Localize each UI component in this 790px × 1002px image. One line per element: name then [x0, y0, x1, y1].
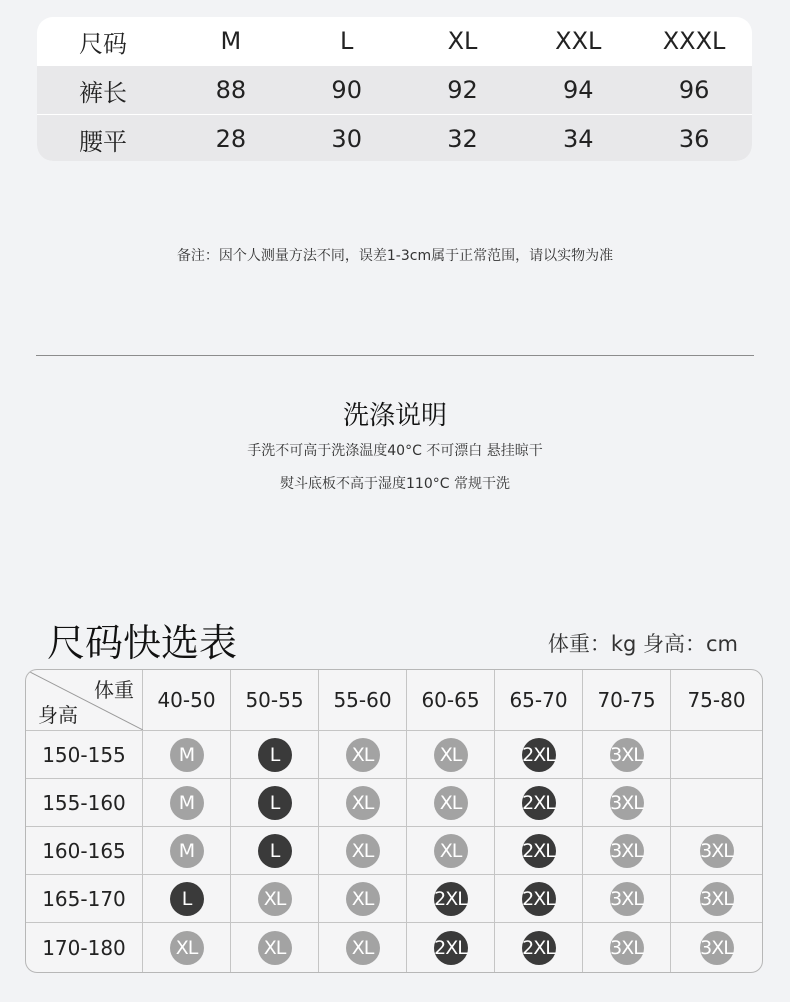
unit-label: 体重：kg 身高：cm	[547, 632, 738, 656]
size-header-row	[37, 17, 752, 65]
size-cell	[143, 827, 231, 875]
height-range-label: 160-165	[26, 827, 143, 875]
waist-value: 36	[678, 125, 710, 153]
size-cell	[495, 827, 583, 875]
size-cell	[583, 731, 671, 779]
weight-header: 60-65	[407, 670, 495, 730]
pants-length-row	[37, 65, 752, 114]
size-badge: M	[170, 738, 204, 772]
size-cell	[583, 827, 671, 875]
pants-length-value: 92	[447, 76, 478, 104]
waist-row	[37, 114, 752, 161]
size-badge: XL	[434, 738, 468, 772]
size-cell	[231, 875, 319, 923]
size-badge: 3XL	[700, 834, 734, 868]
size-cell	[495, 923, 583, 973]
weight-header: 75-80	[687, 688, 746, 712]
size-l: L	[340, 27, 354, 55]
size-table	[37, 17, 752, 161]
grid-row	[26, 922, 762, 973]
size-cell	[231, 827, 319, 875]
size-badge: 3XL	[610, 834, 644, 868]
size-cell	[319, 923, 407, 973]
wash-instruction-2: 熨斗底板不高于湿度110°C 常规干洗	[280, 476, 510, 492]
grid-corner	[26, 670, 143, 730]
size-badge: XL	[346, 738, 380, 772]
size-badge: 3XL	[610, 882, 644, 916]
size-badge: XL	[258, 882, 292, 916]
size-badge: 2XL	[522, 882, 556, 916]
size-cell	[143, 779, 231, 827]
pants-length-value: 94	[563, 76, 594, 104]
size-badge: 3XL	[610, 931, 644, 965]
size-cell	[319, 731, 407, 779]
waist-label: 腰平	[79, 127, 127, 156]
size-cell	[319, 827, 407, 875]
size-cell	[495, 779, 583, 827]
size-cell	[671, 779, 762, 827]
grid-row	[26, 826, 762, 875]
size-cell	[319, 875, 407, 923]
size-header-label: 尺码	[79, 29, 127, 58]
weight-header: 55-60	[319, 670, 407, 730]
size-cell	[407, 731, 495, 779]
size-badge: XL	[434, 786, 468, 820]
size-badge: 2XL	[522, 786, 556, 820]
size-cell	[231, 923, 319, 973]
size-cell	[319, 779, 407, 827]
quick-select-title: 尺码快选表	[47, 621, 238, 665]
size-cell	[671, 923, 762, 973]
height-range-label: 155-160	[26, 779, 143, 827]
size-cell	[583, 875, 671, 923]
size-cell	[671, 731, 762, 779]
pants-length-value: 96	[678, 76, 710, 104]
size-badge: 2XL	[522, 834, 556, 868]
corner-weight-label: 体重	[94, 678, 134, 702]
height-range-label: 150-155	[26, 731, 143, 779]
size-cell	[143, 923, 231, 973]
height-range-label: 165-170	[26, 875, 143, 923]
size-xxxl: XXXL	[662, 27, 726, 55]
grid-row	[26, 874, 762, 923]
weight-header: 70-75	[583, 670, 671, 730]
size-cell	[671, 827, 762, 875]
size-cell	[583, 779, 671, 827]
wash-title: 洗涤说明	[342, 401, 447, 431]
wash-instruction-1: 手洗不可高于洗涤温度40°C 不可漂白 悬挂晾干	[247, 443, 543, 459]
size-badge: 3XL	[610, 738, 644, 772]
waist-value: 28	[215, 125, 247, 153]
pants-length-label: 裤长	[79, 78, 127, 107]
grid-row	[26, 778, 762, 827]
size-xxl: XXL	[555, 27, 602, 55]
size-cell	[407, 827, 495, 875]
grid-row	[26, 730, 762, 779]
size-badge: XL	[258, 931, 292, 965]
size-badge: XL	[346, 786, 380, 820]
size-cell	[583, 923, 671, 973]
size-cell	[407, 779, 495, 827]
size-badge: M	[170, 786, 204, 820]
size-badge: 2XL	[522, 931, 556, 965]
size-cell	[495, 731, 583, 779]
size-xl: XL	[447, 27, 478, 55]
size-badge: M	[170, 834, 204, 868]
size-m: M	[220, 27, 242, 55]
size-badge: L	[170, 882, 204, 916]
size-badge: L	[258, 834, 292, 868]
section-divider	[36, 355, 754, 356]
measurement-note: 备注：因个人测量方法不同，误差1-3cm属于正常范围，请以实物为准	[176, 248, 614, 264]
height-range-label: 170-180	[26, 923, 143, 973]
size-cell	[231, 731, 319, 779]
pants-length-value: 90	[331, 76, 362, 104]
weight-header: 65-70	[495, 670, 583, 730]
size-badge: 2XL	[522, 738, 556, 772]
corner-height-label: 身高	[38, 703, 78, 727]
weight-header: 40-50	[143, 670, 231, 730]
pants-length-value: 88	[215, 76, 247, 104]
grid-header-row	[26, 670, 762, 730]
size-badge: XL	[346, 931, 380, 965]
size-cell	[407, 923, 495, 973]
waist-value: 32	[447, 125, 478, 153]
size-cell	[671, 875, 762, 923]
size-badge: L	[258, 738, 292, 772]
size-badge: 3XL	[700, 931, 734, 965]
size-badge: XL	[170, 931, 204, 965]
size-badge: XL	[346, 882, 380, 916]
size-cell	[407, 875, 495, 923]
size-cell	[231, 779, 319, 827]
size-cell	[143, 875, 231, 923]
size-badge: 2XL	[434, 931, 468, 965]
size-badge: XL	[434, 834, 468, 868]
size-badge: 3XL	[610, 786, 644, 820]
size-badge: L	[258, 786, 292, 820]
weight-header: 50-55	[231, 670, 319, 730]
size-cell	[143, 731, 231, 779]
size-badge: 3XL	[700, 882, 734, 916]
size-badge: 2XL	[434, 882, 468, 916]
waist-value: 30	[331, 125, 362, 153]
size-cell	[495, 875, 583, 923]
waist-value: 34	[563, 125, 594, 153]
quick-select-grid	[25, 669, 763, 973]
size-badge: XL	[346, 834, 380, 868]
